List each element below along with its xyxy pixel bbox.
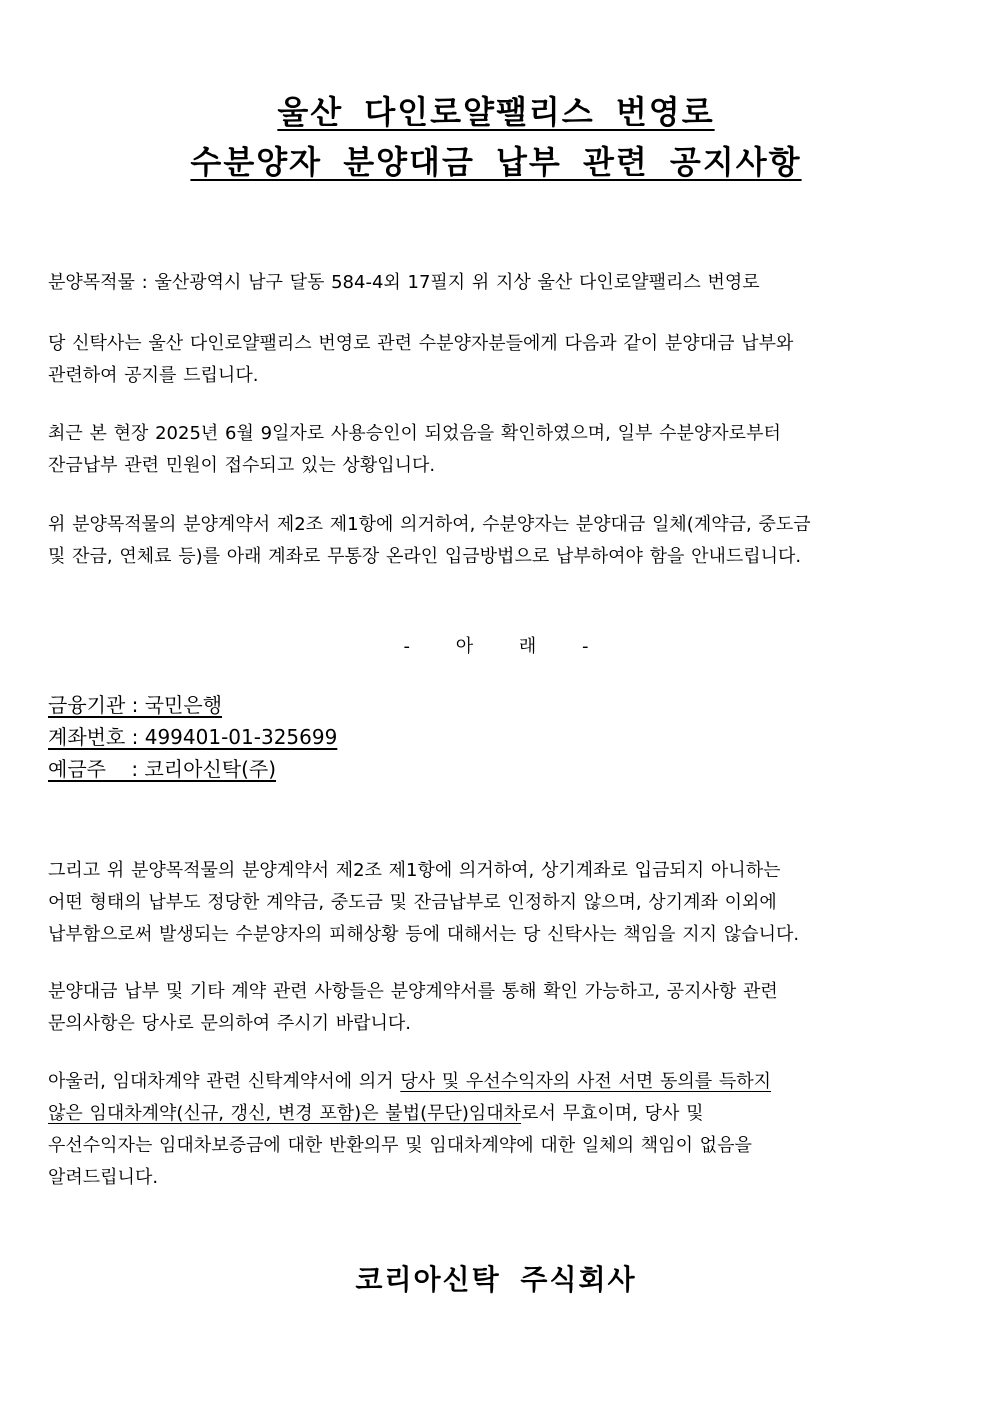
lease-paragraph: [48, 1066, 948, 1194]
paragraph-line: 알려드립니다.: [48, 1167, 159, 1188]
bank-account-info: [48, 689, 337, 785]
paragraph-line: 당 신탁사는 울산 다인로얄팰리스 번영로 관련 수분양자분들에게 다음과 같이 분양대금 납부와: [48, 333, 794, 354]
paragraph-line: 아울러, 임대차계약 관련 신탁계약서에 의거 당사 및 우선수익자의 사전 서면 동의를 득하지: [48, 1071, 772, 1092]
bank-account-holder: 예금주 : 코리아신탁(주): [48, 757, 277, 781]
approval-paragraph: [48, 418, 948, 482]
paragraph-line: 그리고 위 분양목적물의 분양계약서 제2조 제1항에 의거하여, 상기계좌로 입금되지 아니하는: [48, 860, 781, 881]
paragraph-line: 납부함으로써 발생되는 수분양자의 피해상황 등에 대해서는 당 신탁사는 책임을 지지 않습니다.: [48, 924, 800, 945]
below-heading: - 아 래 -: [403, 636, 589, 657]
paragraph-line: 최근 본 현장 2025년 6월 9일자로 사용승인이 되었음을 확인하였으며, 일부 수분양자로부터: [48, 423, 781, 444]
payment-paragraph: [48, 509, 948, 573]
paragraph-line: 어떤 형태의 납부도 정당한 계약금, 중도금 및 잔금납부로 인정하지 않으며, 상기계좌 이외에: [48, 892, 777, 913]
underlined-text: 않은 임대차계약(신규, 갱신, 변경 포함)은 불법(무단)임대차: [48, 1103, 522, 1124]
liability-paragraph: [48, 855, 948, 951]
bank-institution: 금융기관 : 국민은행: [48, 693, 223, 717]
property-paragraph: [48, 267, 948, 299]
intro-paragraph: [48, 328, 948, 392]
document-title-line1: 울산 다인로얄팰리스 번영로: [277, 93, 715, 131]
document-title-line2: 수분양자 분양대금 납부 관련 공지사항: [190, 143, 802, 181]
paragraph-line: 관련하여 공지를 드립니다.: [48, 365, 259, 386]
paragraph-line: 문의사항은 당사로 문의하여 주시기 바랍니다.: [48, 1013, 411, 1034]
paragraph-line: 잔금납부 관련 민원이 접수되고 있는 상황입니다.: [48, 455, 436, 476]
paragraph-line: 우선수익자는 임대차보증금에 대한 반환의무 및 임대차계약에 대한 일체의 책임이 없음을: [48, 1135, 752, 1156]
underlined-text: 당사 및 우선수익자의 사전 서면 동의를 득하지: [400, 1071, 772, 1092]
paragraph-line: 않은 임대차계약(신규, 갱신, 변경 포함)은 불법(무단)임대차로서 무효이며, 당사 및: [48, 1103, 704, 1124]
inquiry-paragraph: [48, 976, 948, 1040]
paragraph-line: 및 잔금, 연체료 등)를 아래 계좌로 무통장 온라인 입금방법으로 납부하여야 함을 안내드립니다.: [48, 546, 802, 567]
company-signature: 코리아신탁 주식회사: [355, 1263, 637, 1296]
paragraph-line: 위 분양목적물의 분양계약서 제2조 제1항에 의거하여, 수분양자는 분양대금 일체(계약금, 중도금: [48, 514, 811, 535]
bank-account-number: 계좌번호 : 499401-01-325699: [48, 725, 338, 749]
paragraph-line: 분양대금 납부 및 기타 계약 관련 사항들은 분양계약서를 통해 확인 가능하고, 공지사항 관련: [48, 981, 778, 1002]
paragraph-line: 분양목적물 : 울산광역시 남구 달동 584-4외 17필지 위 지상 울산 다인로얄팰리스 번영로: [48, 272, 760, 293]
